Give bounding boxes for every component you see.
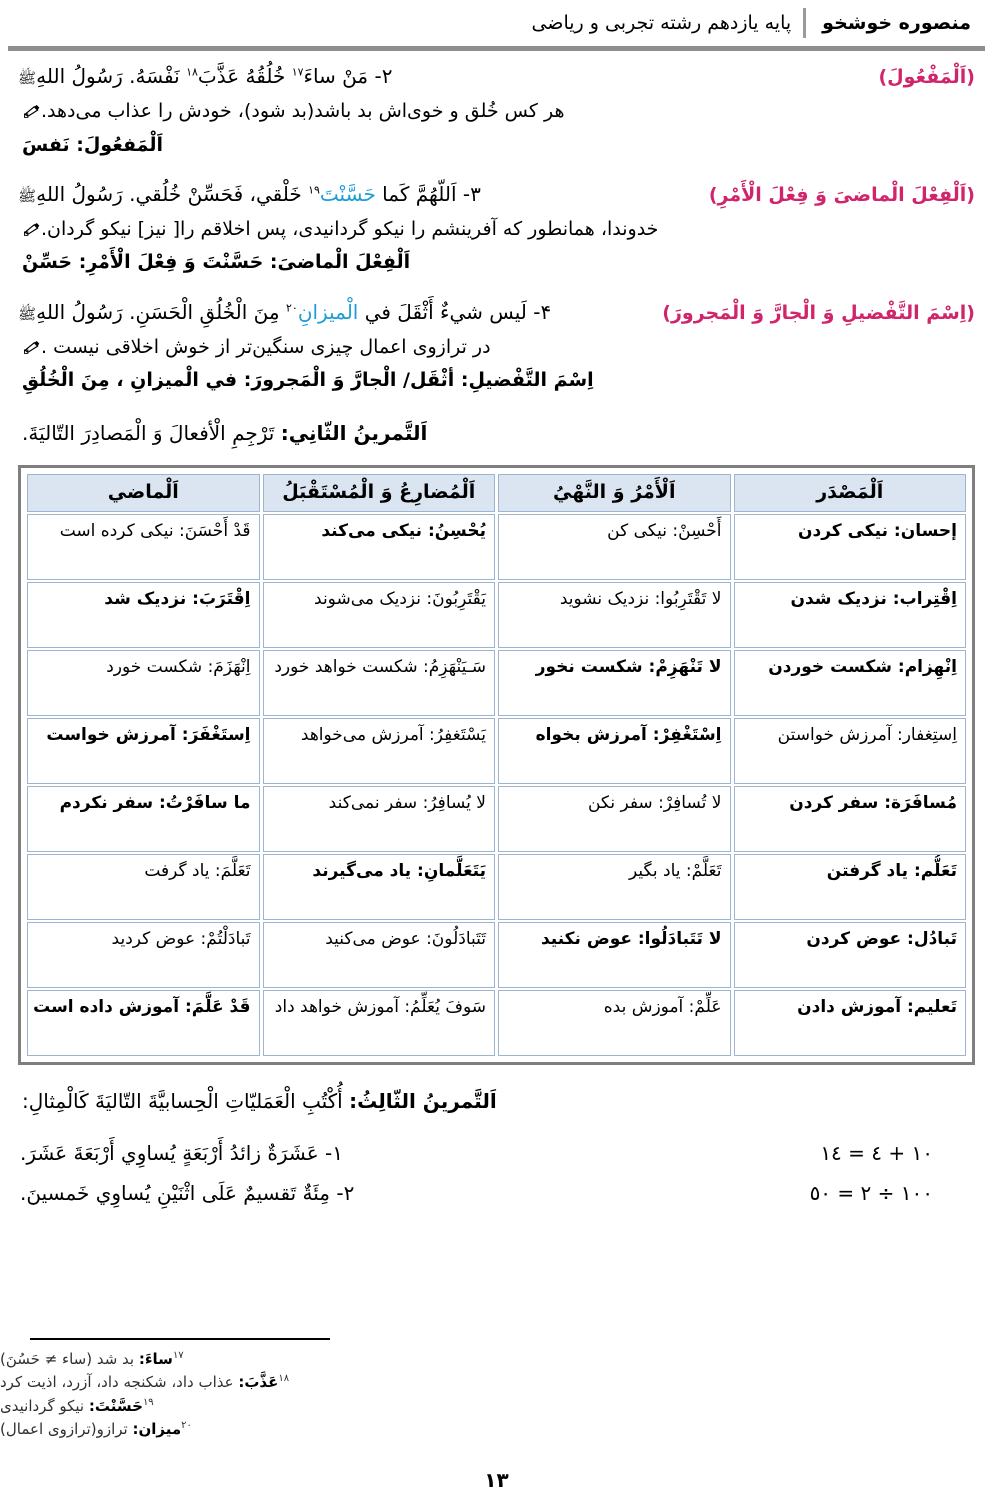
- cell-amr-nahy: اِسْتَغْفِرْ: آمرزش بخواه: [498, 718, 731, 784]
- conjugation-table-body: [27, 514, 966, 1056]
- salla-icon: ﷺ: [18, 186, 37, 205]
- exercise-item-4: [18, 296, 975, 398]
- item-2-sentence: [18, 60, 392, 93]
- item-3-arabic-post: خَلْقي، فَحَسِّنْ خُلُقي. رَسُولُ اللهِ: [36, 181, 302, 206]
- salla-icon: ﷺ: [18, 69, 37, 87]
- item-2-answer: اَلْمَفعُولَ: نَفسَ: [22, 133, 164, 156]
- item-3-footnote-ref-19: ١٩: [308, 183, 320, 197]
- exercise-2-label: اَلتَّمرینُ الثّانِي:: [280, 421, 428, 446]
- item-4-grammar-tag: (اِسْمَ التَّفْضیلِ وَ الْجارَّ وَ الْمَجرورَ): [662, 301, 975, 324]
- cell-amr-nahy: لا تُسافِرْ: سفر نکن: [498, 786, 731, 852]
- item-2-arabic-line: [18, 60, 975, 93]
- exercise-2-instruction: تَرْجِمِ الْأفعالَ وَ الْمَصادِرَ التّالیَةَ.: [22, 421, 275, 446]
- item-3-sentence: [18, 178, 481, 211]
- cell-madi: قَدْ عَلَّمَ: آموزش داده است: [27, 990, 260, 1056]
- footnote-number: ١٩: [142, 1396, 154, 1408]
- item-4-highlight-word: الْمیزانِ: [297, 299, 359, 324]
- cell-amr-nahy: لا تَتَبادَلُوا: عوض نکنید: [498, 922, 731, 988]
- cell-masdar: اِقْتِراب: نزدیک شدن: [734, 582, 967, 648]
- cell-mudari-mustaqbal: یَتَعَلَّمانِ: یاد می‌گیرند: [263, 854, 496, 920]
- cell-masdar: إحسان: نیکی کردن: [734, 514, 967, 580]
- table-row: [27, 922, 966, 988]
- item-3-number: ٣-: [462, 181, 481, 206]
- cell-madi: اِقْتَرَبَ: نزدیک شد: [27, 582, 260, 648]
- footnotes: [0, 1348, 975, 1441]
- footnote-item: [0, 1371, 975, 1394]
- item-4-translation: در ترازوی اعمال چیزی سنگین‌تر از خوش اخلاقی نیست .: [41, 336, 491, 358]
- conjugation-table: [24, 472, 969, 1058]
- math-problem-2-text: مِئَةٌ تَقسیمٌ عَلَی اثْنَیْنِ یُساوِي خَمسینَ.: [20, 1181, 330, 1206]
- table-row: [27, 650, 966, 716]
- column-header-amr-nahy: اَلْأَمْرُ وَ النَّهْيُ: [498, 474, 731, 512]
- footnote-item: [0, 1395, 975, 1418]
- math-problem-1: [18, 1133, 975, 1173]
- cell-amr-nahy: لا تَقْتَرِبُوا: نزدیک نشوید: [498, 582, 731, 648]
- item-3-arabic-line: [18, 178, 975, 211]
- footnote-gloss: عذاب داد، شکنجه داد، آزرد، اذیت کرد: [0, 1373, 239, 1392]
- cell-madi: اِستَغْفَرَ: آمرزش خواست: [27, 718, 260, 784]
- cell-madi: تَبادَلْتُمْ: عوض کردید: [27, 922, 260, 988]
- item-2-translation-line: [18, 95, 975, 127]
- math-problem-1-answer: ١٠ + ٤ = ١٤: [820, 1141, 933, 1166]
- item-3-highlight-word: حَسَّنْتَ: [319, 181, 376, 206]
- item-4-sentence: [18, 296, 551, 329]
- column-header-masdar: اَلْمَصْدَر: [734, 474, 967, 512]
- table-row: [27, 582, 966, 648]
- header-divider: [803, 8, 806, 38]
- cell-masdar: تَعلیم: آموزش دادن: [734, 990, 967, 1056]
- cell-masdar: تَبادُل: عوض کردن: [734, 922, 967, 988]
- cell-masdar: مُسافَرَة: سفر کردن: [734, 786, 967, 852]
- footnote-gloss: بد شد (ساء ≠ حَسُنَ): [0, 1350, 139, 1368]
- table-row: [27, 786, 966, 852]
- salla-icon: ﷺ: [18, 304, 37, 323]
- exercise-3-heading: [18, 1083, 975, 1119]
- cell-mudari-mustaqbal: سَوفَ یُعَلِّمُ: آموزش خواهد داد: [263, 990, 496, 1056]
- page-number: ١٣: [484, 1468, 509, 1492]
- item-2-footnote-ref-17: ١٧: [291, 65, 304, 79]
- pencil-icon: [24, 332, 41, 346]
- exercise-3-instruction: أُكْتُبِ الْعَمَلیّاتِ الْحِسابیَّةَ التّالیَةَ كَالْمِثالِ:: [22, 1089, 343, 1114]
- item-4-arabic-line: [18, 296, 975, 329]
- exercise-item-3: [18, 178, 975, 280]
- item-2-translation: هر کس خُلق و خوی‌اش بد باشد(بد شود)، خودش را عذاب می‌دهد.: [41, 100, 565, 123]
- math-problem-2-answer: ١٠٠ ÷ ٢ = ٥٠: [809, 1181, 933, 1206]
- item-3-grammar-tag: (اَلْفِعْلَ الْماضیَ وَ فِعْلَ الْأَمْرِ): [708, 183, 975, 206]
- math-problem-1-number: ١-: [325, 1141, 343, 1166]
- cell-masdar: اِستِغفار: آمرزش خواستن: [734, 718, 967, 784]
- footnote-term: میزان:: [132, 1419, 182, 1438]
- item-2-footnote-ref-18: ١٨: [186, 65, 198, 79]
- footnote-number: ١٧: [172, 1350, 184, 1361]
- cell-amr-nahy: تَعَلَّمْ: یاد بگیر: [498, 854, 731, 920]
- item-2-arabic-mid: خُلُقُهُ عَذَّبَ: [197, 64, 286, 88]
- item-4-translation-line: [18, 331, 975, 363]
- math-problem-2: [18, 1173, 975, 1213]
- item-2-arabic-post: نَفْسَهُ. رَسُولُ اللهِ: [36, 64, 180, 88]
- cell-amr-nahy: عَلِّمْ: آموزش بده: [498, 990, 731, 1056]
- footnote-item: [0, 1418, 975, 1441]
- footnote-item: [0, 1348, 975, 1371]
- item-3-answer: اَلْفِعْلَ الْماضیَ: حَسَّنْتَ وَ فِعْلَ الْأَمْرِ: حَسِّنْ: [22, 251, 411, 274]
- footnote-gloss: نیکو گردانیدی: [0, 1396, 89, 1415]
- cell-madi: تَعَلَّمَ: یاد گرفت: [27, 854, 260, 920]
- cell-madi: قَدْ أَحْسَنَ: نیکی کرده است: [27, 514, 260, 580]
- cell-amr-nahy: أَحْسِنْ: نیکی کن: [498, 514, 731, 580]
- item-4-number: ۴-: [533, 299, 552, 324]
- cell-mudari-mustaqbal: تَتَبادَلُونَ: عوض می‌کنید: [263, 922, 496, 988]
- item-4-arabic-post: مِنَ الْخُلُقِ الْحَسَنِ. رَسُولُ اللهِ: [36, 299, 280, 324]
- cell-mudari-mustaqbal: لا یُسافِرُ: سفر نمی‌کند: [263, 786, 496, 852]
- item-2-number: ٢-: [374, 64, 393, 88]
- math-problem-1-text: عَشَرَةٌ زائدُ أَرْبَعَةٍ یُساوِي أَرْبَعَةَ عَشَرَ.: [20, 1141, 319, 1166]
- column-header-mudari-mustaqbal: اَلْمُضارِعُ وَ الْمُسْتَقْبَلُ: [263, 474, 496, 512]
- cell-mudari-mustaqbal: یَقْتَرِبُونَ: نزدیک می‌شوند: [263, 582, 496, 648]
- cell-masdar: اِنْهِزام: شکست خوردن: [734, 650, 967, 716]
- footnote-gloss: ترازو(ترازوی اعمال): [0, 1419, 133, 1438]
- header-rule: [8, 46, 985, 51]
- cell-masdar: تَعَلُّم: یاد گرفتن: [734, 854, 967, 920]
- column-header-madi: اَلْماضي: [27, 474, 260, 512]
- footnote-separator: [30, 1338, 330, 1340]
- item-3-translation-line: [18, 213, 975, 245]
- item-3-translation: خدوندا، همانطور که آفرینشم را نیکو گردانیدی، پس اخلاقم را[ نیز] نیکو گردان.: [41, 218, 659, 241]
- item-2-grammar-tag: (اَلْمَفْعُولَ): [878, 66, 975, 88]
- cell-amr-nahy: لا تَنْهَزِمْ: شکست نخور: [498, 650, 731, 716]
- footnote-term: عَذَّبَ:: [238, 1373, 279, 1392]
- cell-mudari-mustaqbal: یَسْتَغفِرُ: آمرزش می‌خواهد: [263, 718, 496, 784]
- cell-madi: اِنْهَزَمَ: شکست خورد: [27, 650, 260, 716]
- author-name: منصوره خوشخو: [822, 11, 971, 34]
- table-row: [27, 718, 966, 784]
- pencil-icon: [24, 214, 41, 228]
- table-row: [27, 990, 966, 1056]
- pencil-icon: [24, 96, 41, 110]
- footnote-number: ٢٠: [181, 1419, 192, 1431]
- subject-title: پایه یازدهم رشته تجربی و ریاضی: [531, 11, 792, 34]
- exercise-3-label: اَلتَّمرینُ الثّالِثُ:: [349, 1089, 497, 1114]
- cell-madi: ما سافَرْتُ: سفر نکردم: [27, 786, 260, 852]
- footnote-term: ساءَ:: [138, 1350, 173, 1368]
- exercise-2-heading: [18, 415, 975, 451]
- footnote-number: ١٨: [278, 1373, 290, 1385]
- cell-mudari-mustaqbal: سَـیَنْهَزِمُ: شکست خواهد خورد: [263, 650, 496, 716]
- conjugation-table-frame: [18, 465, 975, 1065]
- exercise-item-2: [18, 60, 975, 162]
- table-row: [27, 854, 966, 920]
- footnote-term: حَسَّنْتَ:: [88, 1396, 143, 1415]
- math-problem-2-number: ٢-: [336, 1181, 355, 1206]
- item-3-arabic-pre: اَللّهُمَّ کَما: [382, 181, 457, 206]
- item-4-footnote-ref-20: ٢٠: [285, 301, 298, 314]
- item-2-arabic-pre: مَنْ ساءَ: [303, 64, 369, 88]
- item-4-answer: اِسْمَ التَّفْضیلِ: أثْقَل/ الْجارَّ وَ الْمَجرورَ: في الْمیزانِ ، مِنَ الْخُلُقِ: [22, 369, 594, 392]
- page-header: [0, 0, 993, 46]
- table-row: [27, 514, 966, 580]
- math-problem-2-question: [20, 1173, 354, 1213]
- page-body: [0, 60, 993, 1504]
- item-4-arabic-pre: لَیس شيءٌ أَثْقَلَ في: [364, 299, 527, 324]
- math-problem-1-question: [20, 1133, 343, 1173]
- cell-mudari-mustaqbal: یُحْسِنُ: نیکی می‌کند: [263, 514, 496, 580]
- table-header-row: [27, 474, 966, 512]
